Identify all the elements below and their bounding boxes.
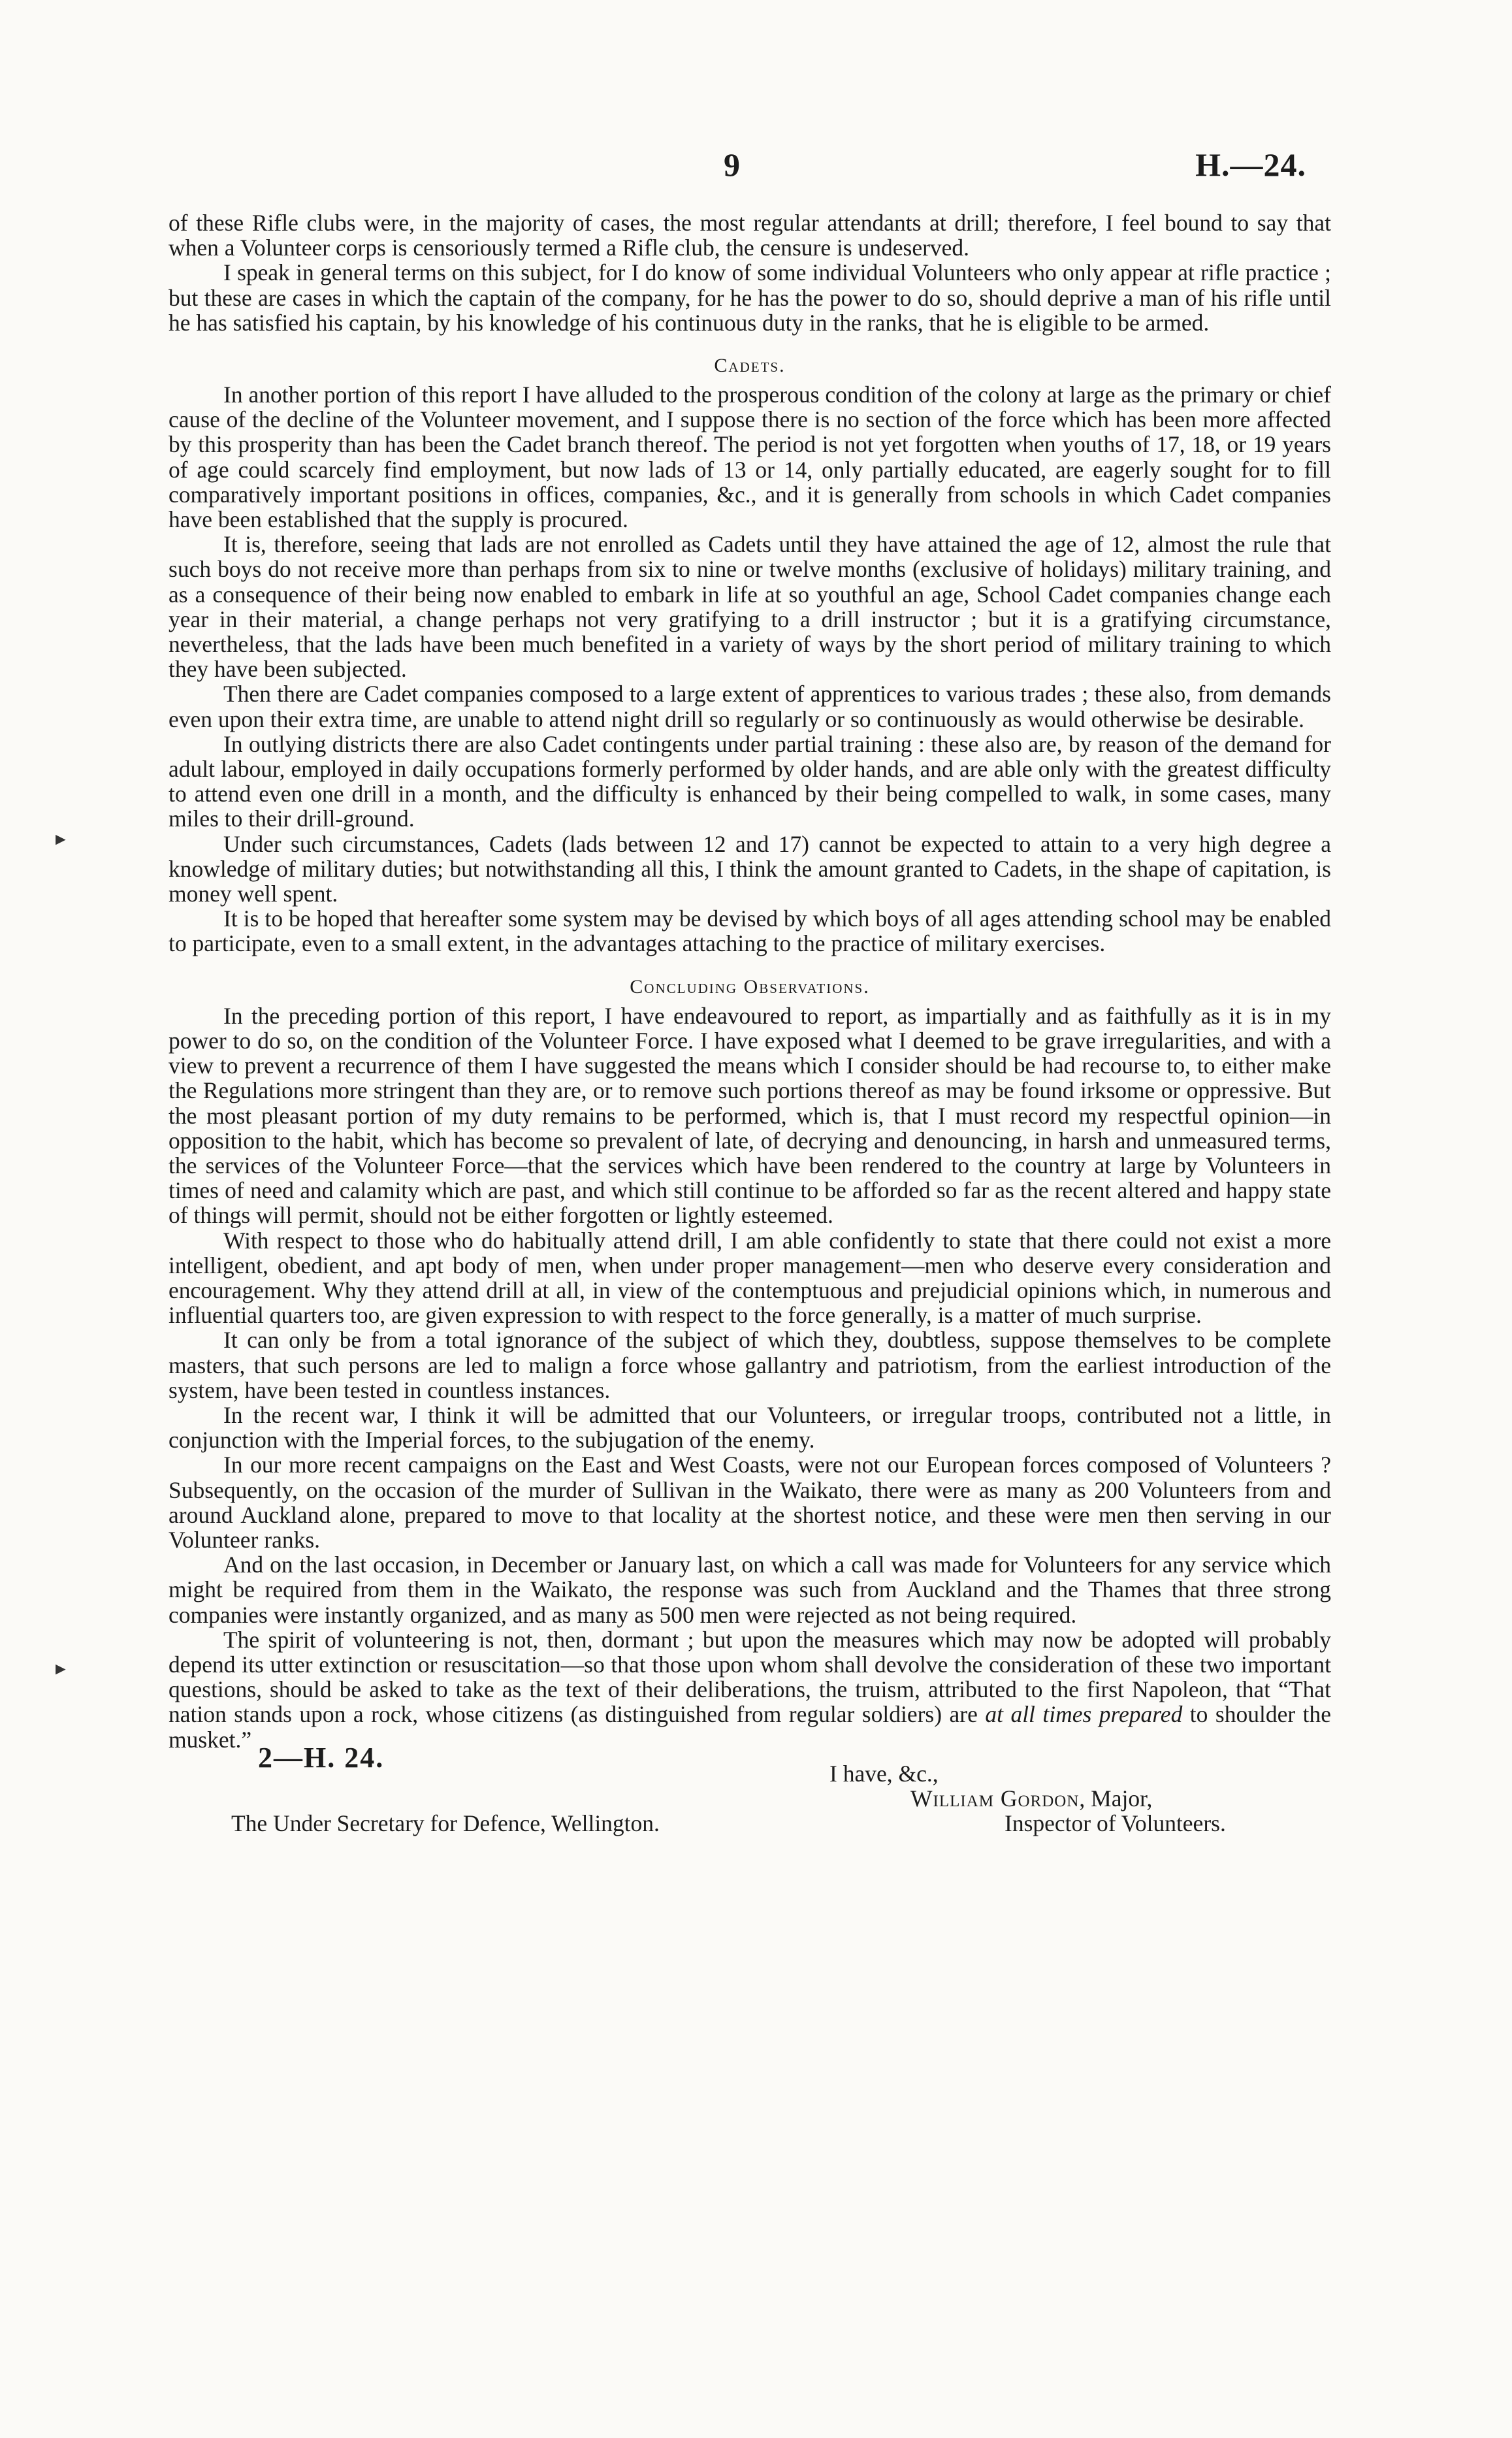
paragraph: It is, therefore, seeing that lads are not enrolled as Cadets until they have attained the age of 12, almost the rule that such boys do not receive more than perhaps from six to nine or twelve months (exclusive of holidays) military training, and as a consequence of their being now enabled to embark in life at so youthful an age, School Cadet companies change each year in their material, a change perhaps not very gratifying to a drill instructor ; but it is a gratifying circumstance, nevertheless, that the lads have been much benefited in a variety of ways by the short period of military training to which they have been subjected. [169, 531, 1331, 683]
section-heading-cadets: Cadets. [714, 355, 786, 377]
signatory-title: Inspector of Volunteers. [1005, 1810, 1226, 1836]
signature-block [169, 1761, 1331, 1853]
section-heading-concluding-observations: Concluding Observations. [630, 975, 870, 998]
signatory [910, 1786, 1152, 1811]
paragraph: Under such circumstances, Cadets (lads between 12 and 17) cannot be expected to attain to a very high degree a knowledge of military duties; but notwithstanding all this, I think the amount granted to Cadets, in the shape of capitation, is money well spent. [169, 830, 1331, 907]
paragraph: And on the last occasion, in December or January last, on which a call was made for Volunteers for any service which might be required from them in the Waikato, the response was such from Auckland and the Thames that three strong companies were instantly organized, and as many as 500 men were rejected as not being required. [169, 1552, 1331, 1628]
page-number: 9 [724, 146, 740, 183]
addressee: The Under Secretary for Defence, Wellington. [231, 1810, 660, 1836]
paragraph-text: The spirit of volunteering is not, then, dormant ; but upon the measures which may now be adopted will probably depend its utter extinction or resuscitation—so that those upon whom shall devolve the consideration of these two important questions, should be asked to take as the text of their deliberations, the truism, attributed to the first Napoleon, that “That nation stands upon a rock, whose citizens (as distinguished from regular soldiers) are [169, 1626, 1331, 1728]
signatory-name: William Gordon [910, 1785, 1080, 1812]
paragraph: In our more recent campaigns on the East and West Coasts, were not our European forces composed of Volunteers ? Subsequently, on the occasion of the murder of Sullivan in the Waikato, there were as many as 200 Volunteers from and around Auckland alone, prepared to move to that locality at the shortest notice, and these were men then serving in our Volunteer ranks. [169, 1452, 1331, 1553]
paragraph: Then there are Cadet companies composed to a large extent of apprentices to various trades ; these also, from demands even upon their extra time, are unable to attend night drill so regularly or so continuously as would otherwise be desirable. [169, 681, 1331, 732]
paragraph-text: to shoulder the musket.” [169, 1701, 1331, 1753]
paragraph: In outlying districts there are also Cadet contingents under partial training : these also are, by reason of the demand for adult labour, employed in daily occupations formerly performed by older hands, and are able only with the greatest difficulty to attend even one drill in a month, and the difficulty is enhanced by their being compelled to walk, in some cases, many miles to their drill-ground. [169, 730, 1331, 832]
paragraph: In the recent war, I think it will be admitted that our Volunteers, or irregular troops, contributed not a little, in conjunction with the Imperial forces, to the subjugation of the enemy. [169, 1401, 1331, 1454]
paragraph: With respect to those who do habitually attend drill, I am able confidently to state that there could not exist a more intelligent, obedient, and apt body of men, when under proper management—men who deserve every consideration and encouragement. Why they attend drill at all, in view of the contemptuous and prejudicial opinions which, in numerous and influential quarters too, are given expression to with respect to the force generally, is a matter of much surprise. [169, 1227, 1331, 1329]
italic-phrase: at all times prepared [985, 1701, 1183, 1728]
closing-phrase: I have, &c., [829, 1760, 939, 1787]
signatory-rank: , Major, [1079, 1785, 1153, 1812]
paragraph: I speak in general terms on this subject, for I do know of some individual Volunteers who only appear at rifle practice ; but these are cases in which the captain of the company, for he has the power to do so, should deprive a man of his rifle until he has satisfied his captain, by his knowledge of his continuous duty in the ranks, that he is eligible to be armed. [169, 259, 1331, 336]
paragraph: In the preceding portion of this report, I have endeavoured to report, as impartially and as faithfully as it is in my power to do so, on the condition of the Volunteer Force. I have exposed what I deemed to be grave irregularities, and with a view to prevent a recurrence of them I have suggested the means which I consider should be had recourse to, to either make the Regulations more stringent than they are, or to remove such portions thereof as may be found irksome or oppressive. But the most pleasant portion of my duty remains to be performed, which is, that I must record my respectful opinion—in opposition to the habit, which has become so prevalent of late, of decrying and denouncing, in harsh and unmeasured terms, the services of the Volunteer Force—that the services which have been rendered to the country at large by Volunteers in times of need and calamity which are past, and which still continue to be afforded so far as the recent altered and happy state of things will permit, should not be either forgotten or lightly esteemed. [169, 1002, 1331, 1229]
paragraph: of these Rifle clubs were, in the majority of cases, the most regular attendants at drill; therefore, I feel bound to say that when a Volunteer corps is censoriously termed a Rifle club, the censure is undeserved. [169, 210, 1331, 261]
document-reference: H.—24. [1195, 146, 1306, 183]
margin-pointer-icon: ► [52, 830, 69, 849]
paragraph: It can only be from a total ignorance of the subject of which they, doubtless, suppose themselves to be complete masters, that such persons are led to malign a force whose gallantry and patriotism, from the earliest introduction of the system, have been tested in countless instances. [169, 1327, 1331, 1403]
report-body [169, 210, 1331, 1853]
paragraph: It is to be hoped that hereafter some system may be devised by which boys of all ages attending school may be enabled to participate, even to a small extent, in the advantages attaching to the practice of military exercises. [169, 905, 1331, 957]
sheet-signature-mark: 2—H. 24. [258, 1742, 385, 1774]
paragraph [169, 1627, 1331, 1752]
paragraph: In another portion of this report I have alluded to the prosperous condition of the colony at large as the primary or chief cause of the decline of the Volunteer movement, and I suppose there is no section of the force which has been more affected by this prosperity than has been the Cadet branch thereof. The period is not yet forgotten when youths of 17, 18, or 19 years of age could scarcely find employment, but now lads of 13 or 14, only partially educated, are eagerly sought for to fill comparatively important positions in offices, companies, &c., and it is generally from schools in which Cadet companies have been established that the supply is procured. [169, 382, 1331, 533]
margin-pointer-icon: ► [52, 1659, 69, 1678]
